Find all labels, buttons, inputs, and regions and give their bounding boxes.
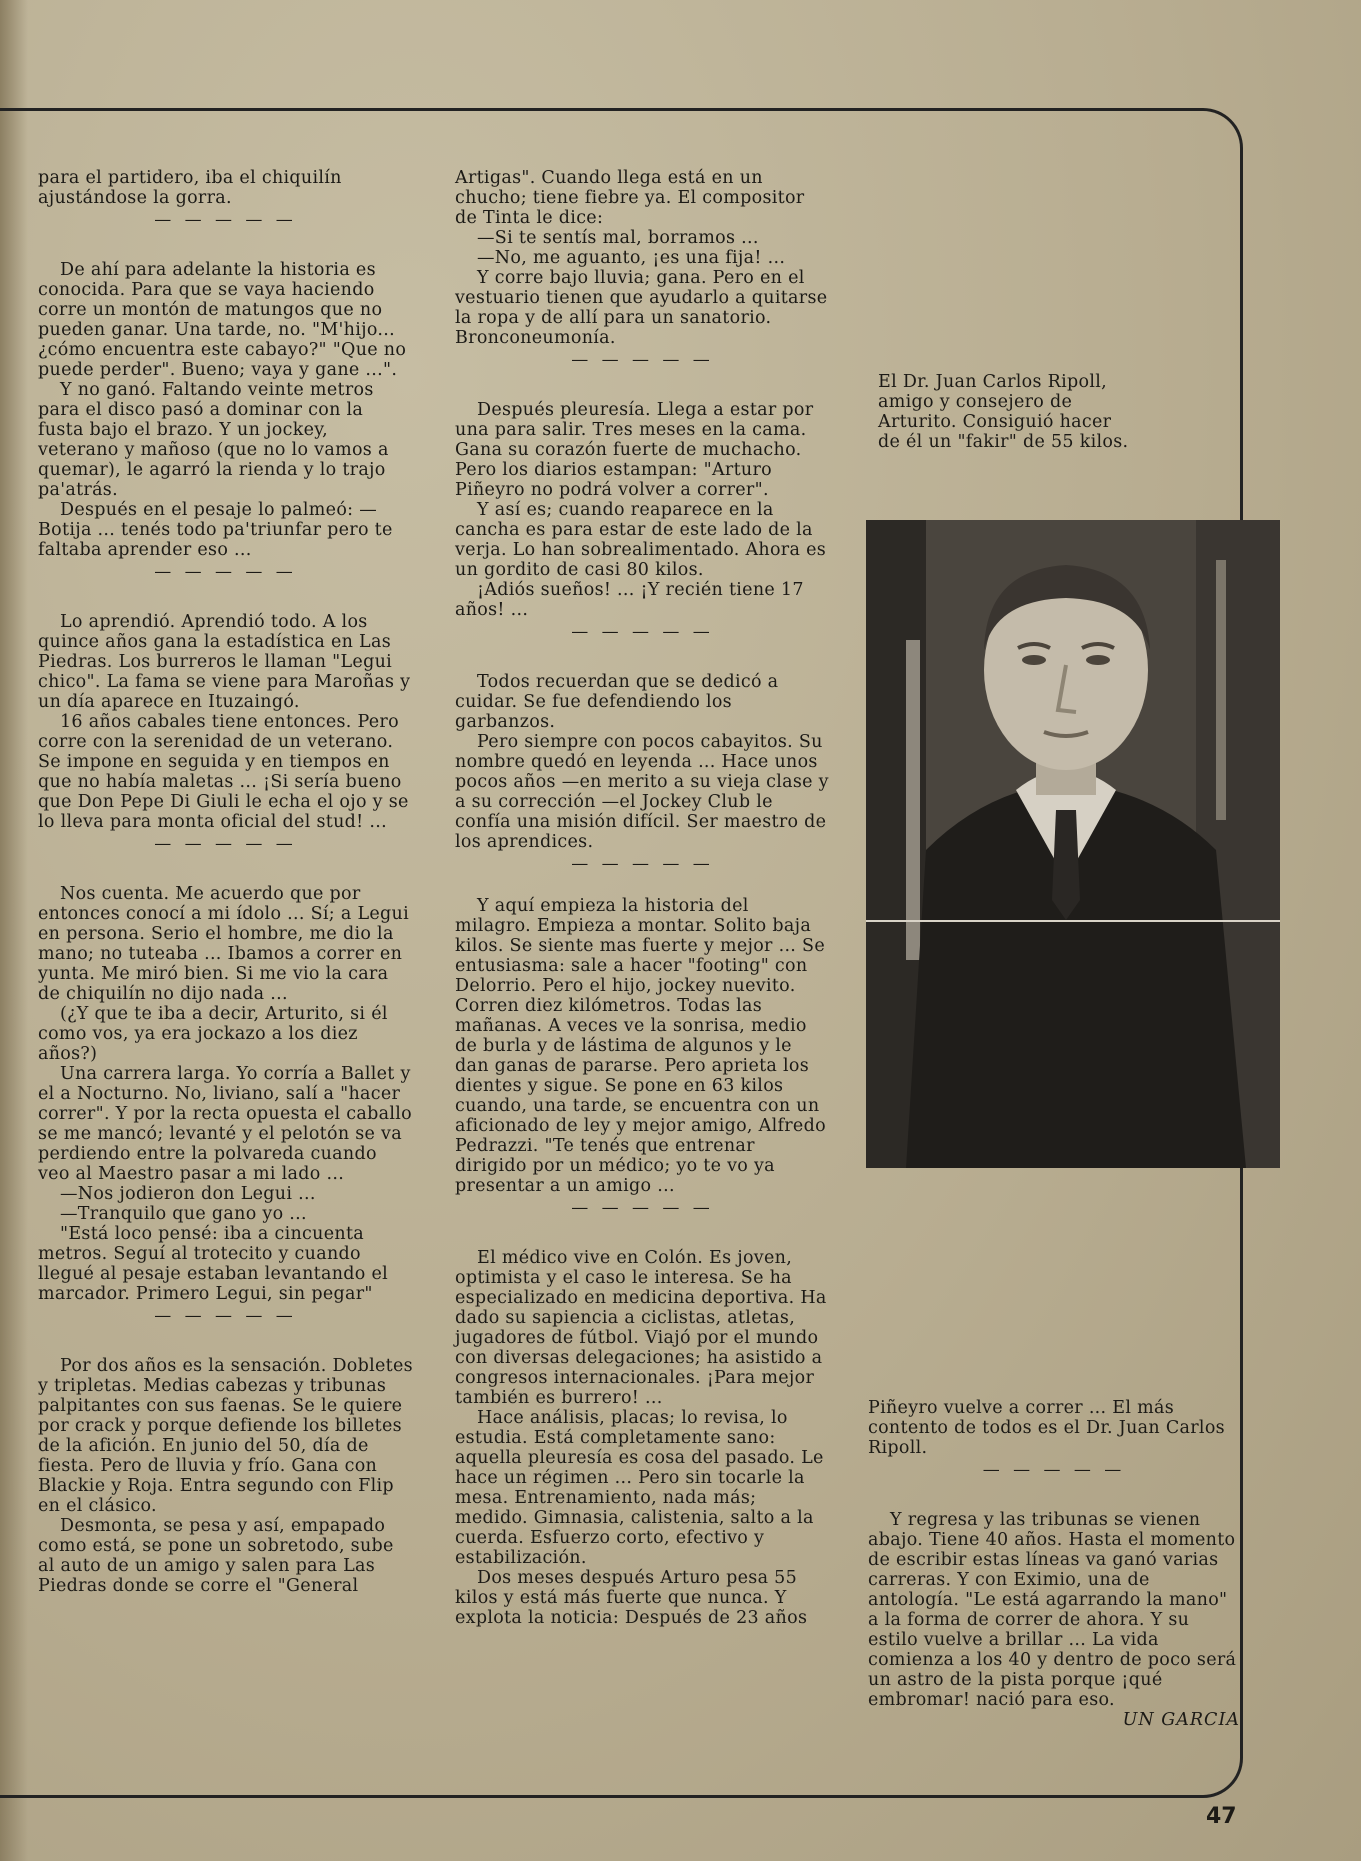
paragraph: —Nos jodieron don Legui ... (60, 1184, 316, 1204)
paragraph: De ahí para adelante la historia es conocida. Para que se vaya haciendo corre un montón de matungos que no pueden ganar. Una tarde, no. "M'hijo... ¿cómo encuentra este cabayo?" "Que no puede perder". Bueno; vaya y gane ...". (38, 260, 407, 380)
paragraph: Y no ganó. Faltando veinte metros para el disco pasó a dominar con la fusta bajo el brazo. Y un jockey, veterano y mañoso (que no lo vamos a quemar), le agarró la rienda y lo trajo pa'atrás. (38, 380, 389, 500)
paragraph: para el partidero, iba el chiquilín ajustándose la gorra. (38, 168, 342, 208)
article-column-3 (868, 1398, 1240, 1730)
portrait-photo (866, 520, 1280, 1168)
article-column-1 (38, 168, 413, 1596)
paragraph: "Está loco pensé: iba a cincuenta metros. Seguí al trotecito y cuando llegué al pesaje estaban levantando el marcador. Primero Legui, sin pegar" (38, 1224, 389, 1304)
section-separator: — — — — — (571, 350, 714, 370)
paragraph: —Tranquilo que gano yo ... (60, 1204, 307, 1224)
paragraph: Todos recuerdan que se dedicó a cuidar. Se fue defendiendo los garbanzos. (455, 672, 779, 732)
binding-shadow (0, 0, 28, 1861)
paragraph: Una carrera larga. Yo corría a Ballet y el a Nocturno. No, liviano, salí a "hacer correr". Y por la recta opuesta el caballo se me mancó; levanté y el pelotón se va perdiendo entre la polvareda cuando veo al Maestro pasar a mi lado ... (38, 1064, 412, 1184)
author-signature: UN GARCIA (1122, 1710, 1240, 1730)
section-separator: — — — — — (154, 210, 297, 230)
paragraph: Artigas". Cuando llega está en un chucho; tiene fiebre ya. El compositor de Tinta le dice: (455, 168, 805, 228)
section-separator: — — — — — (982, 1460, 1126, 1480)
paragraph: 16 años cabales tiene entonces. Pero corre con la serenidad de un veterano. Se impone en seguida y en tiempos en que no había maletas ... ¡Si sería bueno que Don Pepe Di Giuli le echa el ojo y se lo lleva para monta oficial del stud! ... (38, 712, 409, 832)
paragraph: Dos meses después Arturo pesa 55 kilos y está más fuerte que nunca. Y explota la noticia: Después de 23 años (455, 1568, 808, 1628)
paragraph: Lo aprendió. Aprendió todo. A los quince años gana la estadística en Las Piedras. Los burreros le llaman "Legui chico". La fama se viene para Maroñas y un día aparece en Ituzaingó. (38, 612, 411, 712)
paragraph: —Si te sentís mal, borramos ... (477, 228, 759, 248)
section-separator: — — — — — (571, 622, 714, 642)
photo-caption: El Dr. Juan Carlos Ripoll, amigo y consejero de Arturito. Consiguió hacer de él un "fakir" de 55 kilos. (878, 372, 1129, 452)
paragraph: El médico vive en Colón. Es joven, optimista y el caso le interesa. Se ha especializado en medicina deportiva. Ha dado su sapiencia a ciclistas, atletas, jugadores de fútbol. Viajó por el mundo con diversas delegaciones; ha asistido a congresos internacionales. ¡Para mejor también es burrero! ... (455, 1248, 827, 1408)
section-separator: — — — — — (571, 1198, 714, 1218)
paragraph: Después en el pesaje lo palmeó: —Botija ... tenés todo pa'triunfar pero te faltaba aprender eso ... (38, 500, 393, 560)
portrait-illustration (866, 520, 1280, 1168)
paragraph: Hace análisis, placas; lo revisa, lo estudia. Está completamente sano: aquella pleuresía es cosa del pasado. Le hace un régimen ... Pero sin tocarle la mesa. Entrenamiento, nada más; medido. Gimnasia, calistenia, salto a la cuerda. Esfuerzo corto, efectivo y estabilización. (455, 1408, 824, 1568)
paragraph: Y así es; cuando reaparece en la cancha es para estar de este lado de la verja. Lo han sobrealimentado. Ahora es un gordito de casi 80 kilos. (455, 500, 827, 580)
paragraph: Pero siempre con pocos cabayitos. Su nombre quedó en leyenda ... Hace unos pocos años —en merito a su vieja clase y a su corrección —el Jockey Club le confía una misión difícil. Ser maestro de los aprendices. (455, 732, 829, 852)
page-number: 47 (1206, 1804, 1237, 1829)
paragraph: Piñeyro vuelve a correr ... El más contento de todos es el Dr. Juan Carlos Ripoll. (868, 1398, 1225, 1458)
paragraph: Y aquí empieza la historia del milagro. Empieza a montar. Solito baja kilos. Se siente mas fuerte y mejor ... Se entusiasma: sale a hacer "footing" con Delorrio. Pero el hijo, jockey nuevito. Corren diez kilómetros. Todas las mañanas. A veces ve la sonrisa, medio de burla y de lástima de algunos y le dan ganas de pararse. Pero aprieta los dientes y sigue. Se pone en 63 kilos cuando, una tarde, se encuentra con un aficionado de ley y mejor amigo, Alfredo Pedrazzi. "Te tenés que entrenar dirigido por un médico; yo te vo ya presentar a un amigo ... (455, 896, 826, 1196)
section-separator: — — — — — (154, 834, 297, 854)
section-separator: — — — — — (154, 1306, 297, 1326)
paragraph: Después pleuresía. Llega a estar por una para salir. Tres meses en la cama. Gana su corazón fuerte de muchacho. Pero los diarios estampan: "Arturo Piñeyro no podrá volver a correr". (455, 400, 814, 500)
paragraph: —No, me aguanto, ¡es una fija! ... (477, 248, 786, 268)
paragraph: ¡Adiós sueños! ... ¡Y recién tiene 17 años! ... (455, 580, 804, 620)
article-column-2 (455, 168, 830, 1628)
paragraph: Por dos años es la sensación. Dobletes y tripletas. Medias cabezas y tribunas palpitantes con sus faenas. Se le quiere por crack y porque defiende los billetes de la afición. En junio del 50, día de fiesta. Pero de lluvia y frío. Gana con Blackie y Roja. Entra segundo con Flip en el clásico. (38, 1356, 413, 1516)
section-separator: — — — — — (571, 854, 714, 874)
paragraph: Y corre bajo lluvia; gana. Pero en el vestuario tienen que ayudarlo a quitarse la ropa y de allí para un sanatorio. Bronconeumonía. (455, 268, 828, 348)
paragraph: (¿Y que te iba a decir, Arturito, si él como vos, ya era jockazo a los diez años?) (38, 1004, 388, 1064)
paragraph: Desmonta, se pesa y así, empapado como está, se pone un sobretodo, sube al auto de un amigo y salen para Las Piedras donde se corre el "General (38, 1516, 394, 1596)
paragraph: Y regresa y las tribunas se vienen abajo. Tiene 40 años. Hasta el momento de escribir estas líneas va ganó varias carreras. Y con Eximio, una de antología. "Le está agarrando la mano" a la forma de correr de ahora. Y su estilo vuelve a brillar ... La vida comienza a los 40 y dentro de poco será un astro de la pista porque ¡qué embromar! nació para eso. (868, 1510, 1237, 1710)
section-separator: — — — — — (154, 562, 297, 582)
paragraph: Nos cuenta. Me acuerdo que por entonces conocí a mi ídolo ... Sí; a Legui en persona. Serio el hombre, me dio la mano; no tuteaba ... Ibamos a correr en yunta. Me miró bien. Si me vio la cara de chiquilín no dijo nada ... (38, 884, 409, 1004)
